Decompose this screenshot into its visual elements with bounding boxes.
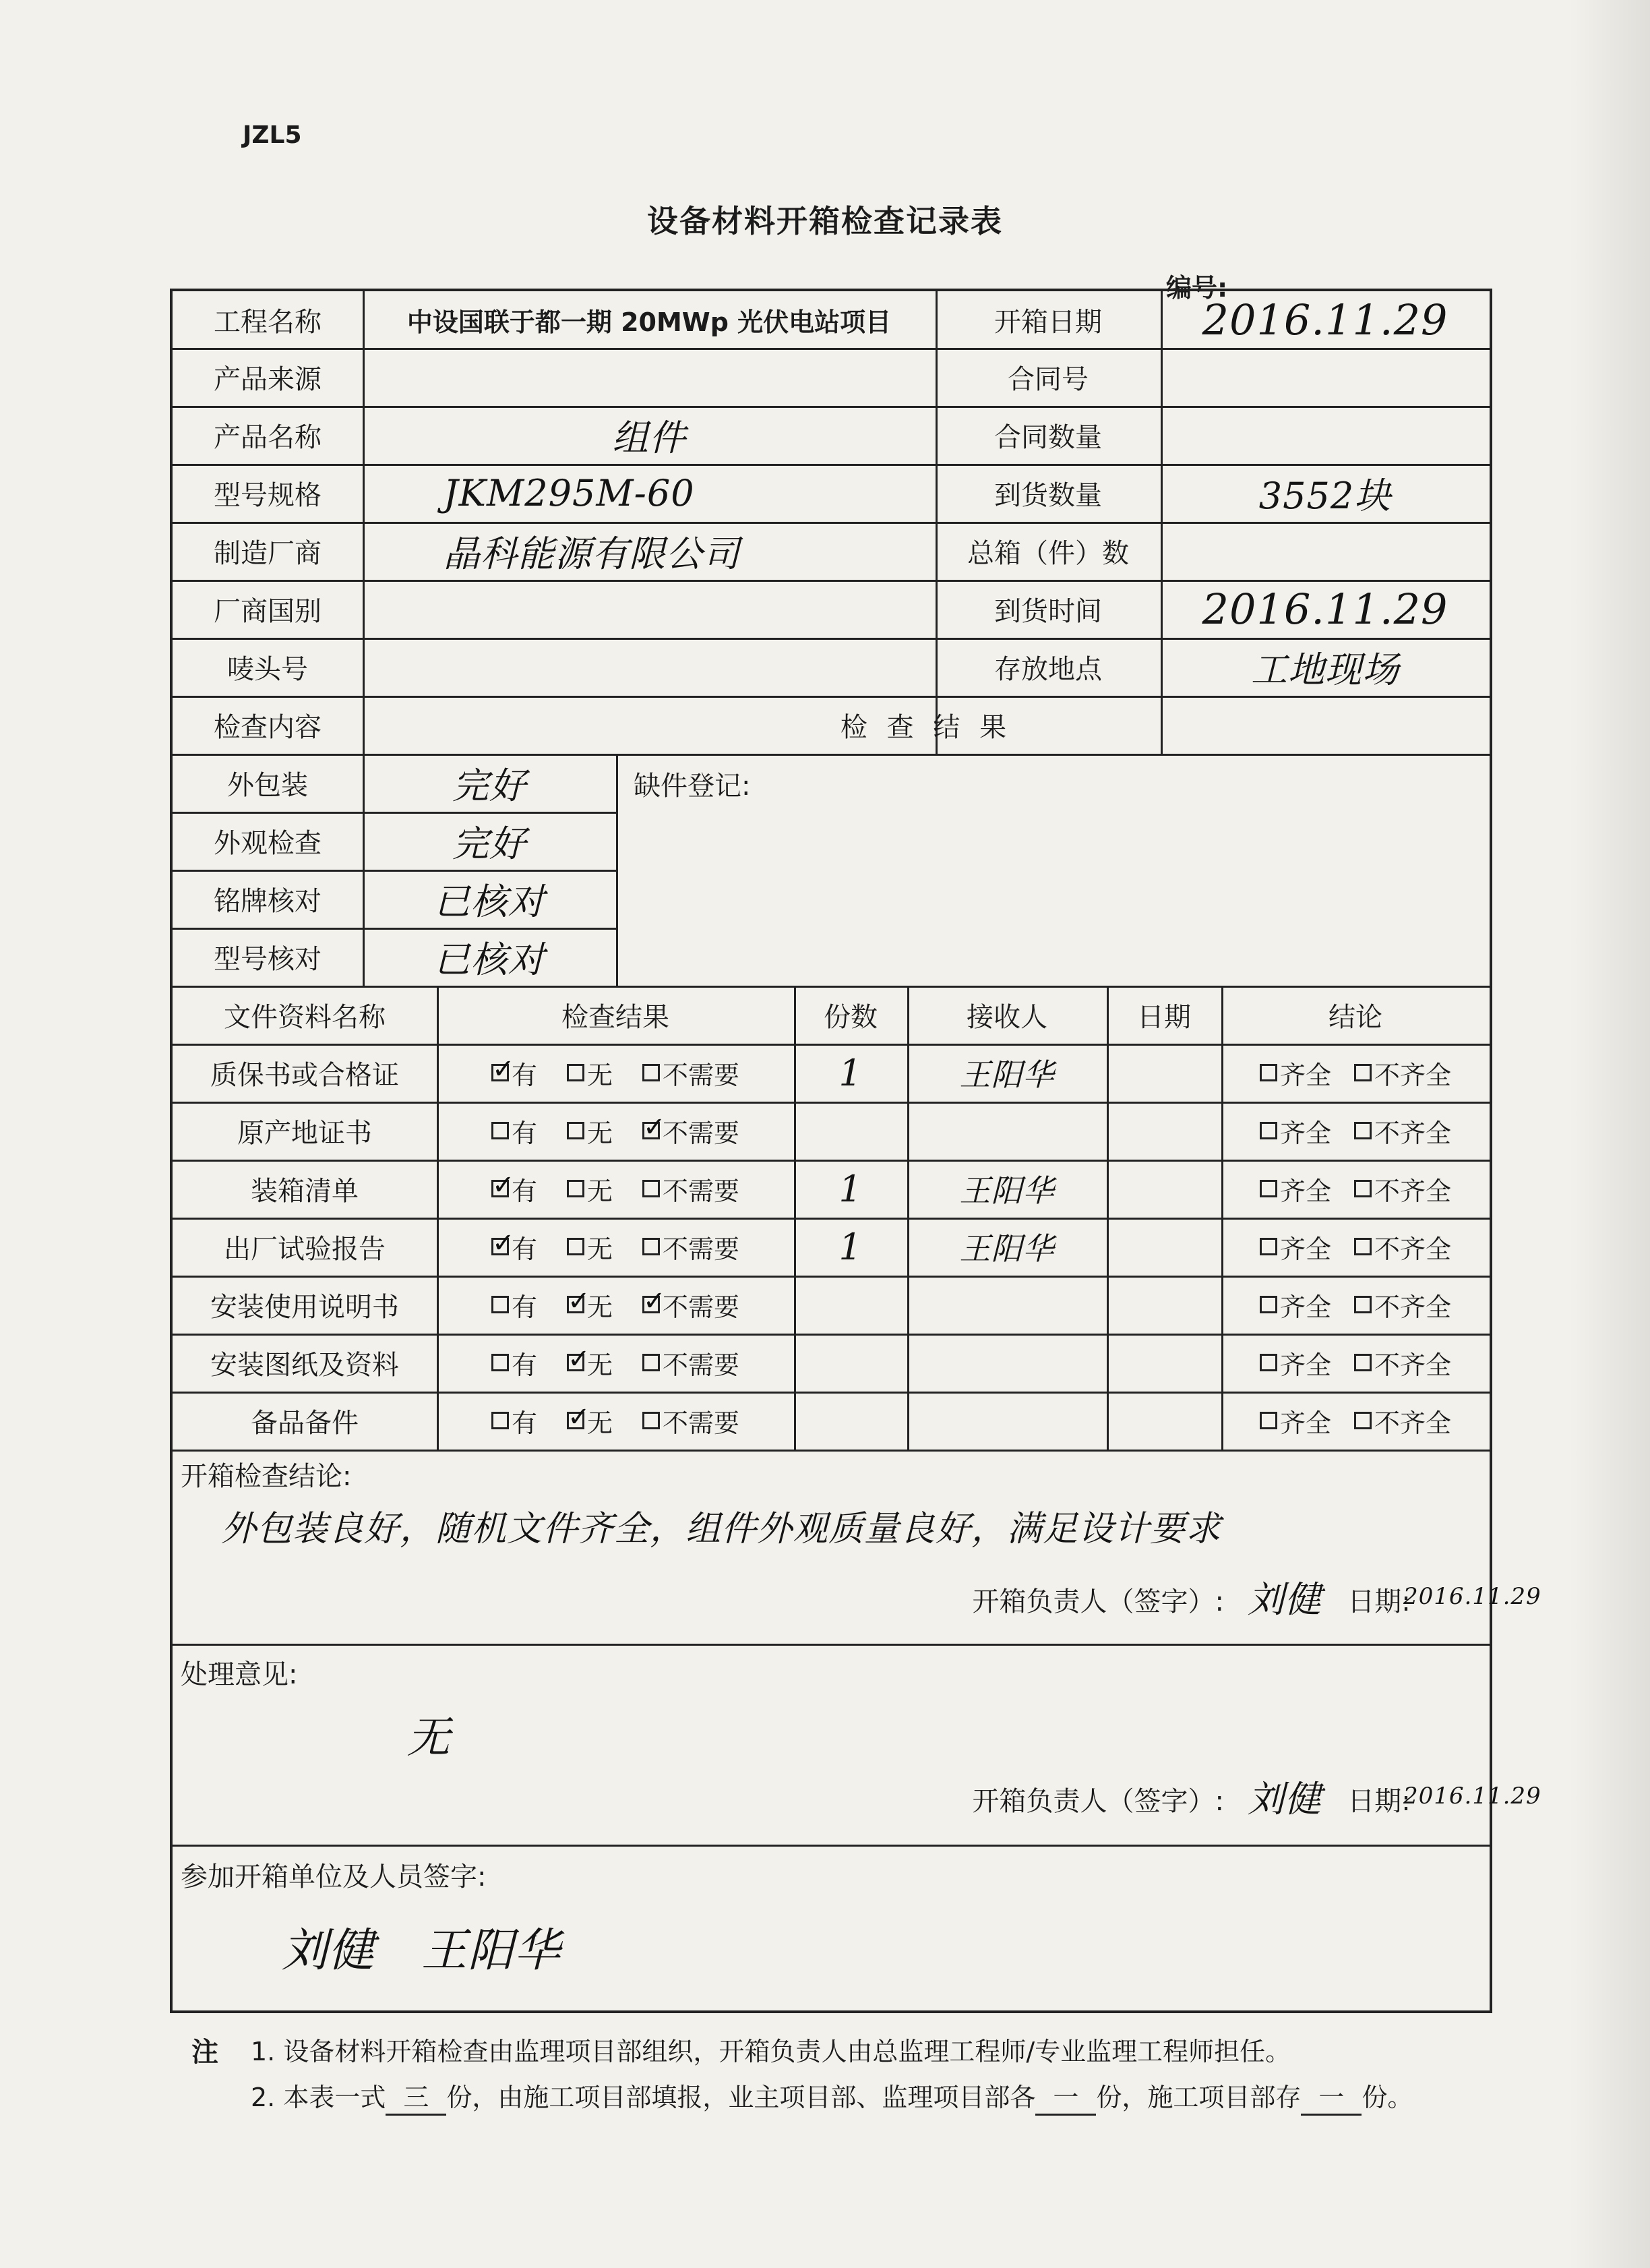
option-no[interactable]: ✓ 无: [567, 1402, 613, 1439]
doc-conclusion-group: [1221, 1276, 1490, 1334]
option-no[interactable]: 无: [567, 1170, 613, 1207]
conclusion-date: 2016.11.29: [1403, 1583, 1541, 1610]
doc-name: 备品备件: [251, 1407, 359, 1439]
docs-header-conclusion: 结论: [1328, 1001, 1382, 1033]
option-not-needed[interactable]: ✓ 不需要: [642, 1286, 739, 1323]
inspection-item-label: 外观检查: [214, 827, 322, 859]
source-label: 产品来源: [214, 363, 322, 395]
option-not-needed[interactable]: 不需要: [642, 1170, 739, 1207]
doc-date: [1107, 1102, 1221, 1160]
inspection-item-value: 已核对: [433, 880, 545, 923]
boxes-value: [1161, 522, 1490, 580]
contract-no-value: [1161, 348, 1490, 406]
option-complete[interactable]: 齐全: [1260, 1344, 1331, 1381]
opinion-text: 无: [406, 1713, 451, 1763]
country-label: 厂商国别: [214, 595, 322, 627]
conclusion-date-label: 日期:: [1347, 1586, 1411, 1617]
checkbox[interactable]: [1354, 1238, 1372, 1255]
copies-keep: 一: [1301, 2077, 1362, 2116]
option-complete[interactable]: 齐全: [1260, 1228, 1331, 1265]
inspection-form: [170, 289, 1541, 2013]
product-name-label: 产品名称: [214, 421, 322, 453]
option-yes[interactable]: 有: [491, 1344, 537, 1381]
option-no[interactable]: 无: [567, 1054, 613, 1092]
doc-name: 出厂试验报告: [224, 1233, 386, 1265]
arrival-qty-value: 3552块: [1258, 474, 1392, 517]
doc-check-group: [437, 1160, 794, 1218]
checkbox[interactable]: [642, 1354, 660, 1371]
checkbox[interactable]: [1354, 1122, 1372, 1139]
checkbox[interactable]: [491, 1412, 509, 1429]
doc-date: [1107, 1392, 1221, 1450]
doc-receiver: [907, 1102, 1107, 1160]
doc-receiver: [907, 1392, 1107, 1450]
boxes-label: 总箱（件）数: [967, 537, 1129, 569]
doc-date: [1107, 1160, 1221, 1218]
contract-qty-label: 合同数量: [994, 421, 1102, 453]
doc-copies: [794, 1392, 907, 1450]
doc-name: 安装图纸及资料: [210, 1349, 399, 1381]
inspection-item-label: 外包装: [227, 769, 308, 801]
option-not-needed[interactable]: 不需要: [642, 1344, 739, 1381]
option-yes[interactable]: ✓ 有: [491, 1228, 537, 1265]
inspection-item-label: 铭牌核对: [214, 885, 322, 917]
checkbox[interactable]: [1260, 1296, 1277, 1313]
option-not-needed[interactable]: 不需要: [642, 1228, 739, 1265]
open-date-value: 2016.11.29: [1202, 295, 1448, 345]
project-label: 工程名称: [214, 306, 322, 338]
checkbox[interactable]: [1354, 1064, 1372, 1081]
checkbox[interactable]: [1260, 1238, 1277, 1255]
doc-conclusion-group: [1221, 1334, 1490, 1392]
option-incomplete[interactable]: 不齐全: [1354, 1112, 1451, 1150]
arrival-qty-label: 到货数量: [994, 479, 1102, 511]
contract-no-label: 合同号: [1008, 363, 1089, 395]
doc-receiver: 王阳华: [959, 1172, 1055, 1209]
checkbox[interactable]: [567, 1354, 584, 1371]
option-yes[interactable]: ✓ 有: [491, 1170, 537, 1207]
doc-receiver: [907, 1276, 1107, 1334]
option-incomplete[interactable]: 不齐全: [1354, 1402, 1451, 1439]
checkbox[interactable]: [1260, 1122, 1277, 1139]
option-complete[interactable]: 齐全: [1260, 1402, 1331, 1439]
checkbox[interactable]: [491, 1354, 509, 1371]
doc-name: 安装使用说明书: [210, 1291, 399, 1323]
checkbox[interactable]: [642, 1238, 660, 1255]
model-value: JKM295M-60: [444, 471, 695, 514]
storage-label: 存放地点: [994, 653, 1102, 685]
doc-copies: [794, 1334, 907, 1392]
paper-edge-shadow: [1569, 0, 1650, 2268]
option-complete[interactable]: 齐全: [1260, 1286, 1331, 1323]
doc-check-group: [437, 1102, 794, 1160]
doc-conclusion-group: [1221, 1392, 1490, 1450]
checkbox[interactable]: [491, 1180, 509, 1197]
form-code: JZL5: [243, 121, 302, 149]
conclusion-signer-label: 开箱负责人（签字）:: [972, 1586, 1224, 1617]
arrival-time-label: 到货时间: [994, 595, 1102, 627]
mark-value: [363, 638, 936, 696]
docs-header-receiver: 接收人: [967, 1001, 1047, 1033]
page-title: 设备材料开箱检查记录表: [647, 203, 1003, 239]
missing-parts-label: 缺件登记:: [634, 770, 751, 802]
opinion-signer: 刘健: [1248, 1777, 1322, 1820]
checkbox[interactable]: [1260, 1180, 1277, 1197]
docs-header-copies: 份数: [824, 1001, 878, 1033]
checkbox[interactable]: [491, 1122, 509, 1139]
note-line-1: 1. 设备材料开箱检查由监理项目部组织，开箱负责人由总监理工程师/专业监理工程师担任。: [251, 2037, 1291, 2066]
inspection-item-label: 型号核对: [214, 943, 322, 975]
inspection-item-value: 已核对: [433, 938, 545, 981]
checkbox[interactable]: [642, 1180, 660, 1197]
option-yes[interactable]: 有: [491, 1402, 537, 1439]
inspection-item-value: 完好: [452, 822, 526, 865]
option-incomplete[interactable]: 不齐全: [1354, 1344, 1451, 1381]
conclusion-text: 外包装良好，随机文件齐全，组件外观质量良好，满足设计要求: [221, 1508, 1222, 1549]
model-label: 型号规格: [214, 479, 322, 511]
doc-date: [1107, 1334, 1221, 1392]
checkbox[interactable]: [567, 1238, 584, 1255]
doc-copies: 1: [838, 1167, 863, 1210]
checkbox[interactable]: [1260, 1064, 1277, 1081]
opinion-date-label: 日期:: [1347, 1785, 1411, 1817]
checkbox[interactable]: [642, 1122, 660, 1139]
checkbox[interactable]: [567, 1296, 584, 1313]
copies-total: 三: [386, 2077, 446, 2116]
option-no[interactable]: 无: [567, 1112, 613, 1150]
opinion-date: 2016.11.29: [1403, 1783, 1541, 1810]
maker-label: 制造厂商: [214, 537, 322, 569]
option-yes[interactable]: ✓ 有: [491, 1054, 537, 1092]
docs-header-date: 日期: [1137, 1001, 1191, 1033]
option-yes[interactable]: 有: [491, 1286, 537, 1323]
doc-date: [1107, 1276, 1221, 1334]
result-label: 检 查 结 果: [840, 711, 1012, 743]
checkbox[interactable]: [491, 1238, 509, 1255]
doc-conclusion-group: [1221, 1044, 1490, 1102]
country-value: [363, 580, 936, 638]
doc-copies: [794, 1276, 907, 1334]
checkbox[interactable]: [642, 1296, 660, 1313]
option-complete[interactable]: 齐全: [1260, 1170, 1331, 1207]
open-date-label: 开箱日期: [994, 306, 1102, 338]
option-incomplete[interactable]: 不齐全: [1354, 1228, 1451, 1265]
checkbox[interactable]: [567, 1064, 584, 1081]
checkbox[interactable]: [491, 1296, 509, 1313]
source-value: [363, 348, 936, 406]
doc-conclusion-group: [1221, 1218, 1490, 1276]
doc-copies: [794, 1102, 907, 1160]
option-incomplete[interactable]: 不齐全: [1354, 1286, 1451, 1323]
opinion-label: 处理意见:: [181, 1659, 298, 1690]
option-not-needed[interactable]: ✓ 不需要: [642, 1112, 739, 1150]
option-incomplete[interactable]: 不齐全: [1354, 1054, 1451, 1092]
doc-name: 原产地证书: [237, 1117, 372, 1149]
doc-check-group: [437, 1392, 794, 1450]
doc-conclusion-group: [1221, 1160, 1490, 1218]
checkbox[interactable]: [642, 1064, 660, 1081]
option-not-needed[interactable]: 不需要: [642, 1402, 739, 1439]
doc-check-group: [437, 1276, 794, 1334]
product-name-value: 组件: [612, 416, 686, 459]
doc-check-group: [437, 1044, 794, 1102]
doc-receiver: 王阳华: [959, 1056, 1055, 1093]
docs-header-name: 文件资料名称: [224, 1001, 386, 1033]
checkbox[interactable]: [567, 1180, 584, 1197]
option-complete[interactable]: 齐全: [1260, 1112, 1331, 1150]
doc-copies: 1: [838, 1051, 863, 1094]
doc-date: [1107, 1218, 1221, 1276]
inspection-item-value: 完好: [452, 764, 526, 807]
option-no[interactable]: ✓ 无: [567, 1286, 613, 1323]
option-no[interactable]: ✓ 无: [567, 1344, 613, 1381]
doc-check-group: [437, 1334, 794, 1392]
doc-name: 质保书或合格证: [210, 1059, 399, 1091]
doc-date: [1107, 1044, 1221, 1102]
checkbox[interactable]: [491, 1064, 509, 1081]
project-value: 中设国联于都一期 20MWp 光伏电站项目: [406, 307, 892, 337]
doc-receiver: [907, 1334, 1107, 1392]
option-incomplete[interactable]: 不齐全: [1354, 1170, 1451, 1207]
note-line-2: 2. 本表一式 三 份，由施工项目部填报，业主项目部、监理项目部各 一 份，施工项目部存 一 份。: [251, 2077, 1413, 2116]
copies-each: 一: [1035, 2077, 1096, 2116]
doc-receiver: 王阳华: [959, 1230, 1055, 1267]
checkbox[interactable]: [1260, 1354, 1277, 1371]
checkbox[interactable]: [1354, 1412, 1372, 1429]
option-complete[interactable]: 齐全: [1260, 1054, 1331, 1092]
checkbox[interactable]: [1354, 1180, 1372, 1197]
checkbox[interactable]: [567, 1122, 584, 1139]
storage-value: 工地现场: [1251, 648, 1399, 691]
docs-header-check: 检查结果: [561, 1001, 669, 1033]
option-yes[interactable]: 有: [491, 1112, 537, 1150]
opinion-signer-label: 开箱负责人（签字）:: [972, 1785, 1224, 1817]
participants-label: 参加开箱单位及人员签字:: [181, 1861, 487, 1892]
option-no[interactable]: 无: [567, 1228, 613, 1265]
checkbox[interactable]: [1354, 1354, 1372, 1371]
number-label: 编号:: [1166, 273, 1228, 303]
checkbox[interactable]: [567, 1412, 584, 1429]
doc-check-group: [437, 1218, 794, 1276]
mark-label: 唛头号: [227, 653, 308, 685]
conclusion-label: 开箱检查结论:: [181, 1460, 352, 1492]
contract-qty-value: [1161, 406, 1490, 464]
arrival-time-value: 2016.11.29: [1202, 584, 1448, 634]
notes-prefix: 注: [191, 2037, 218, 2068]
doc-copies: 1: [838, 1225, 863, 1268]
conclusion-signer: 刘健: [1248, 1578, 1322, 1621]
participants-names: 刘健 王阳华: [282, 1923, 561, 1977]
doc-conclusion-group: [1221, 1102, 1490, 1160]
maker-value: 晶科能源有限公司: [444, 532, 740, 575]
checkbox[interactable]: [1354, 1296, 1372, 1313]
option-not-needed[interactable]: 不需要: [642, 1054, 739, 1092]
checkbox[interactable]: [1260, 1412, 1277, 1429]
checkbox[interactable]: [642, 1412, 660, 1429]
content-label: 检查内容: [214, 711, 322, 743]
doc-name: 装箱清单: [251, 1175, 359, 1207]
